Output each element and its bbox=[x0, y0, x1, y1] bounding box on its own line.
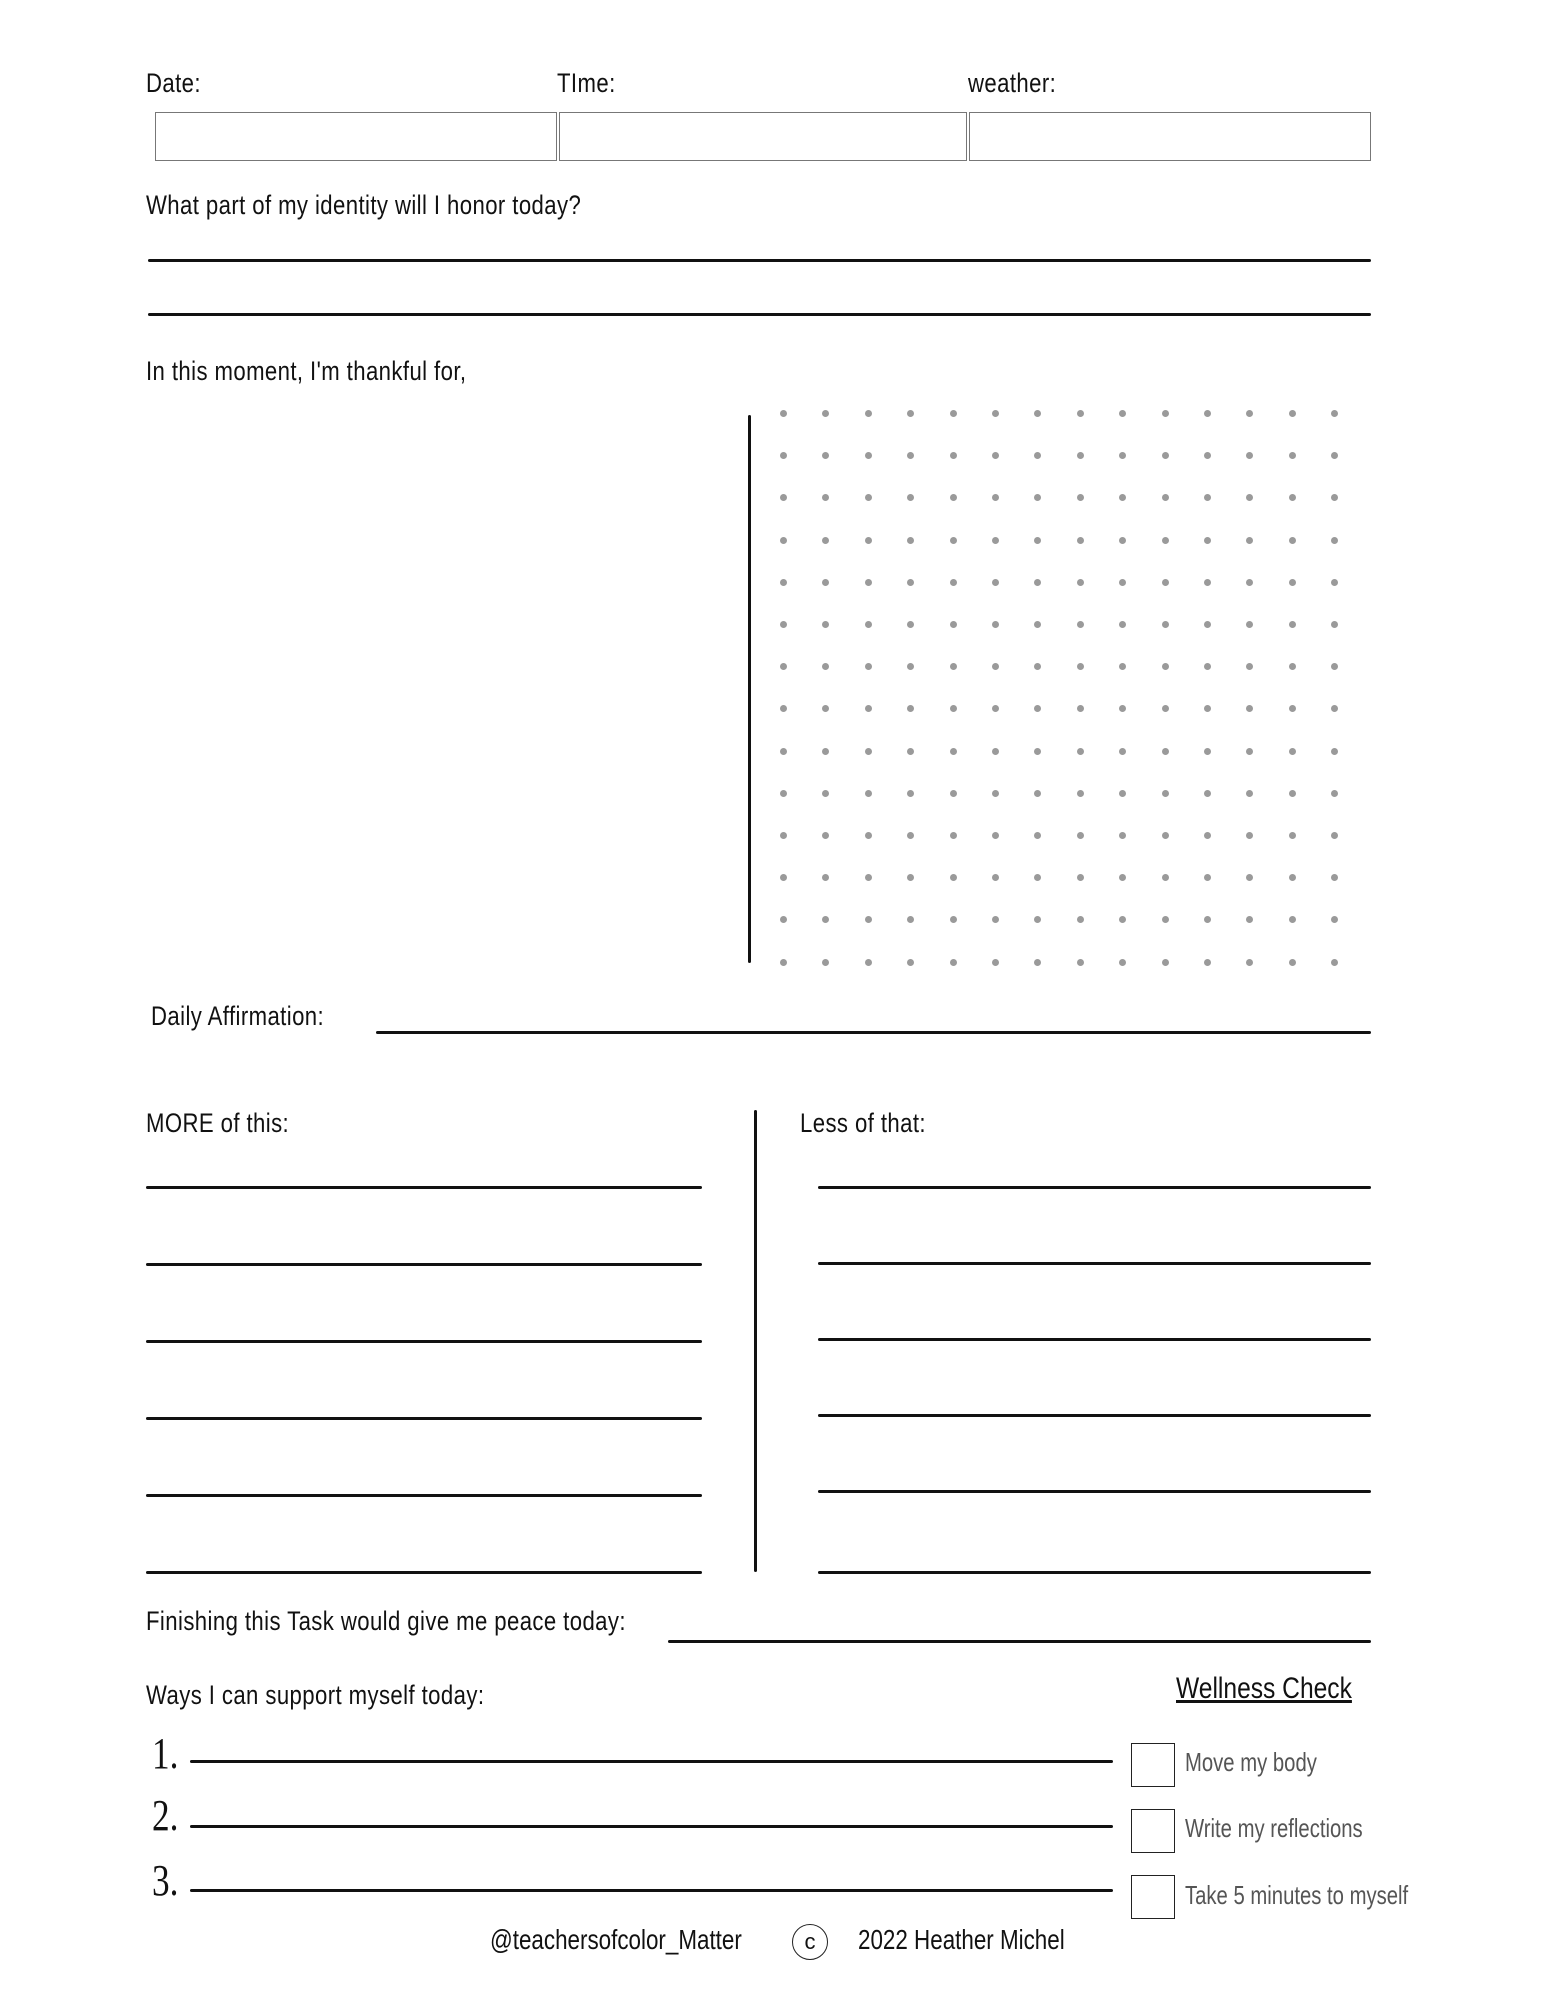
grid-dot bbox=[1289, 410, 1296, 417]
grid-dot bbox=[950, 832, 957, 839]
grid-dot bbox=[1331, 663, 1338, 670]
grid-dot bbox=[1246, 579, 1253, 586]
grid-dot bbox=[1289, 579, 1296, 586]
weather-field[interactable] bbox=[969, 112, 1371, 161]
grid-dot bbox=[907, 537, 914, 544]
grid-dot bbox=[780, 621, 787, 628]
grid-dot bbox=[907, 959, 914, 966]
grid-dot bbox=[1331, 410, 1338, 417]
affirmation-label: Daily Affirmation: bbox=[151, 1001, 325, 1031]
grid-dot bbox=[1119, 790, 1126, 797]
grid-dot bbox=[1331, 916, 1338, 923]
grid-dot bbox=[1289, 705, 1296, 712]
less-line[interactable] bbox=[818, 1262, 1371, 1265]
grid-dot bbox=[865, 621, 872, 628]
grid-dot bbox=[1077, 663, 1084, 670]
grid-dot bbox=[780, 959, 787, 966]
grid-dot bbox=[992, 705, 999, 712]
grid-dot bbox=[1162, 537, 1169, 544]
grid-dot bbox=[822, 621, 829, 628]
grid-dot bbox=[950, 874, 957, 881]
grid-dot bbox=[1162, 452, 1169, 459]
footer-credit: 2022 Heather Michel bbox=[858, 1924, 1065, 1955]
grid-dot bbox=[1034, 916, 1041, 923]
grid-dot bbox=[907, 874, 914, 881]
grid-dot bbox=[1119, 874, 1126, 881]
grid-dot bbox=[1289, 916, 1296, 923]
grid-dot bbox=[1331, 790, 1338, 797]
grid-dot bbox=[865, 452, 872, 459]
grid-dot bbox=[1077, 748, 1084, 755]
grid-dot bbox=[780, 494, 787, 501]
identity-line-2[interactable] bbox=[148, 313, 1371, 316]
grid-dot bbox=[865, 537, 872, 544]
grid-dot bbox=[822, 537, 829, 544]
grid-dot bbox=[1119, 916, 1126, 923]
grid-dot bbox=[992, 959, 999, 966]
grid-dot bbox=[1119, 748, 1126, 755]
grid-dot bbox=[992, 579, 999, 586]
grid-dot bbox=[1204, 705, 1211, 712]
grid-dot bbox=[1034, 494, 1041, 501]
support-number-3: 3. bbox=[152, 1856, 179, 1905]
grid-dot bbox=[822, 579, 829, 586]
grid-dot bbox=[1119, 494, 1126, 501]
grid-dot bbox=[1119, 959, 1126, 966]
grid-dot bbox=[950, 537, 957, 544]
grid-dot bbox=[1077, 452, 1084, 459]
less-label: Less of that: bbox=[800, 1108, 926, 1138]
grid-dot bbox=[1034, 537, 1041, 544]
support-number-2: 2. bbox=[152, 1791, 179, 1840]
grid-dot bbox=[780, 452, 787, 459]
more-line[interactable] bbox=[146, 1340, 702, 1343]
support-line-1[interactable] bbox=[190, 1760, 1113, 1763]
copyright-icon: c bbox=[792, 1924, 828, 1960]
grid-dot bbox=[1331, 494, 1338, 501]
grid-dot bbox=[950, 748, 957, 755]
grid-dot bbox=[1204, 663, 1211, 670]
grid-dot bbox=[1331, 874, 1338, 881]
identity-prompt: What part of my identity will I honor today? bbox=[146, 190, 582, 220]
support-line-3[interactable] bbox=[190, 1889, 1113, 1892]
grid-dot bbox=[1289, 537, 1296, 544]
grid-dot bbox=[1077, 874, 1084, 881]
grid-dot bbox=[1246, 537, 1253, 544]
grid-dot bbox=[1331, 537, 1338, 544]
grid-dot bbox=[1119, 705, 1126, 712]
grid-dot bbox=[1289, 959, 1296, 966]
grid-dot bbox=[1034, 621, 1041, 628]
grid-dot bbox=[1162, 790, 1169, 797]
grid-dot bbox=[1162, 874, 1169, 881]
wellness-title: Wellness Check bbox=[1176, 1672, 1352, 1705]
grid-dot bbox=[1077, 537, 1084, 544]
grid-dot bbox=[1162, 916, 1169, 923]
grid-dot bbox=[1077, 410, 1084, 417]
grid-dot bbox=[822, 452, 829, 459]
grid-dot bbox=[1077, 705, 1084, 712]
grid-dot bbox=[1162, 410, 1169, 417]
grid-dot bbox=[992, 748, 999, 755]
grid-dot bbox=[1162, 959, 1169, 966]
grid-dot bbox=[1246, 959, 1253, 966]
grid-dot bbox=[1246, 663, 1253, 670]
peace-label: Finishing this Task would give me peace today: bbox=[146, 1606, 626, 1636]
grid-dot bbox=[1331, 621, 1338, 628]
grid-dot bbox=[780, 537, 787, 544]
grid-dot bbox=[1331, 579, 1338, 586]
support-label: Ways I can support myself today: bbox=[146, 1680, 485, 1710]
grid-dot bbox=[1162, 832, 1169, 839]
grid-dot bbox=[1034, 579, 1041, 586]
grid-dot bbox=[1119, 663, 1126, 670]
grid-dot bbox=[1246, 705, 1253, 712]
grid-dot bbox=[992, 832, 999, 839]
grid-dot bbox=[1204, 494, 1211, 501]
grid-dot bbox=[907, 705, 914, 712]
grid-dot bbox=[822, 832, 829, 839]
grid-dot bbox=[992, 663, 999, 670]
grid-dot bbox=[865, 705, 872, 712]
footer-handle: @teachersofcolor_Matter bbox=[490, 1924, 742, 1955]
less-line[interactable] bbox=[818, 1186, 1371, 1189]
grid-dot bbox=[1246, 748, 1253, 755]
grid-dot bbox=[1204, 537, 1211, 544]
grid-dot bbox=[1204, 579, 1211, 586]
grid-dot bbox=[950, 410, 957, 417]
grid-dot bbox=[865, 410, 872, 417]
thankful-writing-area[interactable] bbox=[148, 410, 738, 960]
grid-dot bbox=[992, 621, 999, 628]
grid-dot bbox=[1077, 621, 1084, 628]
grid-dot bbox=[1246, 410, 1253, 417]
grid-dot bbox=[950, 916, 957, 923]
grid-dot bbox=[907, 790, 914, 797]
grid-dot bbox=[907, 916, 914, 923]
grid-dot bbox=[1331, 452, 1338, 459]
grid-dot bbox=[1034, 410, 1041, 417]
grid-dot bbox=[950, 790, 957, 797]
grid-dot bbox=[1034, 832, 1041, 839]
grid-dot bbox=[1077, 959, 1084, 966]
grid-dot bbox=[992, 916, 999, 923]
peace-line[interactable] bbox=[668, 1640, 1371, 1643]
grid-dot bbox=[822, 959, 829, 966]
grid-dot bbox=[992, 537, 999, 544]
grid-dot bbox=[1289, 874, 1296, 881]
grid-dot bbox=[1246, 832, 1253, 839]
grid-dot bbox=[1246, 452, 1253, 459]
support-line-2[interactable] bbox=[190, 1825, 1113, 1828]
thankful-prompt: In this moment, I'm thankful for, bbox=[146, 356, 467, 386]
less-line[interactable] bbox=[818, 1338, 1371, 1341]
grid-dot bbox=[1119, 621, 1126, 628]
grid-dot bbox=[780, 705, 787, 712]
grid-dot bbox=[1246, 494, 1253, 501]
grid-dot bbox=[1246, 621, 1253, 628]
more-less-divider bbox=[754, 1110, 757, 1572]
grid-dot bbox=[865, 832, 872, 839]
grid-dot bbox=[950, 705, 957, 712]
grid-dot bbox=[907, 663, 914, 670]
grid-dot bbox=[1162, 621, 1169, 628]
grid-dot bbox=[780, 663, 787, 670]
more-line[interactable] bbox=[146, 1186, 702, 1189]
write-reflections-label: Write my reflections bbox=[1185, 1813, 1363, 1843]
grid-dot bbox=[907, 832, 914, 839]
grid-dot bbox=[1119, 832, 1126, 839]
grid-dot bbox=[822, 410, 829, 417]
grid-dot bbox=[1204, 832, 1211, 839]
grid-dot bbox=[907, 410, 914, 417]
grid-dot bbox=[950, 452, 957, 459]
grid-dot bbox=[1204, 452, 1211, 459]
grid-dot bbox=[992, 410, 999, 417]
grid-dot bbox=[780, 579, 787, 586]
grid-dot bbox=[1119, 537, 1126, 544]
grid-dot bbox=[950, 579, 957, 586]
grid-dot bbox=[907, 748, 914, 755]
grid-dot bbox=[822, 790, 829, 797]
grid-dot bbox=[1289, 748, 1296, 755]
grid-dot bbox=[1289, 832, 1296, 839]
grid-dot bbox=[1204, 748, 1211, 755]
grid-dot bbox=[1289, 494, 1296, 501]
more-label: MORE of this: bbox=[146, 1108, 290, 1138]
identity-line-1[interactable] bbox=[148, 259, 1371, 262]
grid-dot bbox=[780, 410, 787, 417]
grid-dot bbox=[780, 874, 787, 881]
grid-dot bbox=[1119, 579, 1126, 586]
grid-dot bbox=[907, 579, 914, 586]
grid-dot bbox=[1162, 494, 1169, 501]
grid-dot bbox=[1077, 579, 1084, 586]
grid-dot bbox=[780, 748, 787, 755]
grid-dot bbox=[1204, 790, 1211, 797]
grid-dot bbox=[1289, 663, 1296, 670]
time-field[interactable] bbox=[559, 112, 967, 161]
grid-dot bbox=[1162, 663, 1169, 670]
take-time-checkbox[interactable] bbox=[1131, 1875, 1175, 1919]
less-line[interactable] bbox=[818, 1490, 1371, 1493]
grid-dot bbox=[1331, 705, 1338, 712]
grid-dot bbox=[780, 916, 787, 923]
grid-dot bbox=[992, 452, 999, 459]
grid-dot bbox=[1204, 621, 1211, 628]
grid-dot bbox=[950, 621, 957, 628]
date-field[interactable] bbox=[155, 112, 557, 161]
grid-dot bbox=[822, 916, 829, 923]
grid-dot bbox=[1204, 874, 1211, 881]
time-label: TIme: bbox=[557, 68, 616, 98]
grid-dot bbox=[1246, 790, 1253, 797]
grid-dot bbox=[865, 663, 872, 670]
grid-dot bbox=[822, 663, 829, 670]
grid-dot bbox=[992, 874, 999, 881]
grid-dot bbox=[1289, 621, 1296, 628]
grid-dot bbox=[1034, 748, 1041, 755]
grid-dot bbox=[950, 663, 957, 670]
grid-dot bbox=[907, 494, 914, 501]
grid-dot bbox=[1246, 916, 1253, 923]
grid-dot bbox=[992, 494, 999, 501]
more-line[interactable] bbox=[146, 1417, 702, 1420]
grid-dot bbox=[950, 494, 957, 501]
grid-dot bbox=[822, 494, 829, 501]
grid-dot bbox=[1034, 874, 1041, 881]
thankful-divider bbox=[748, 415, 751, 963]
grid-dot bbox=[992, 790, 999, 797]
grid-dot bbox=[1204, 959, 1211, 966]
grid-dot bbox=[1034, 705, 1041, 712]
less-line[interactable] bbox=[818, 1571, 1371, 1574]
more-line[interactable] bbox=[146, 1571, 702, 1574]
grid-dot bbox=[1331, 832, 1338, 839]
move-body-checkbox[interactable] bbox=[1131, 1743, 1175, 1787]
grid-dot bbox=[907, 621, 914, 628]
affirmation-line[interactable] bbox=[376, 1031, 1371, 1034]
grid-dot bbox=[950, 959, 957, 966]
grid-dot bbox=[1077, 832, 1084, 839]
grid-dot bbox=[1246, 874, 1253, 881]
dot-grid[interactable] bbox=[780, 410, 1350, 980]
grid-dot bbox=[780, 790, 787, 797]
write-reflections-checkbox[interactable] bbox=[1131, 1809, 1175, 1853]
grid-dot bbox=[1162, 705, 1169, 712]
grid-dot bbox=[1289, 452, 1296, 459]
grid-dot bbox=[822, 705, 829, 712]
date-label: Date: bbox=[146, 68, 201, 98]
take-time-label: Take 5 minutes to myself bbox=[1185, 1880, 1409, 1910]
grid-dot bbox=[865, 748, 872, 755]
grid-dot bbox=[1162, 579, 1169, 586]
grid-dot bbox=[1119, 452, 1126, 459]
grid-dot bbox=[1204, 410, 1211, 417]
more-line[interactable] bbox=[146, 1494, 702, 1497]
grid-dot bbox=[1331, 959, 1338, 966]
more-line[interactable] bbox=[146, 1263, 702, 1266]
grid-dot bbox=[1034, 790, 1041, 797]
grid-dot bbox=[865, 579, 872, 586]
weather-label: weather: bbox=[968, 68, 1057, 98]
grid-dot bbox=[865, 916, 872, 923]
grid-dot bbox=[865, 790, 872, 797]
grid-dot bbox=[1077, 790, 1084, 797]
grid-dot bbox=[865, 494, 872, 501]
grid-dot bbox=[1204, 916, 1211, 923]
grid-dot bbox=[865, 959, 872, 966]
grid-dot bbox=[1077, 494, 1084, 501]
grid-dot bbox=[907, 452, 914, 459]
grid-dot bbox=[1034, 452, 1041, 459]
grid-dot bbox=[1331, 748, 1338, 755]
grid-dot bbox=[865, 874, 872, 881]
grid-dot bbox=[822, 874, 829, 881]
support-number-1: 1. bbox=[152, 1729, 179, 1778]
grid-dot bbox=[780, 832, 787, 839]
move-body-label: Move my body bbox=[1185, 1747, 1317, 1777]
grid-dot bbox=[1162, 748, 1169, 755]
grid-dot bbox=[1034, 663, 1041, 670]
grid-dot bbox=[1077, 916, 1084, 923]
less-line[interactable] bbox=[818, 1414, 1371, 1417]
grid-dot bbox=[822, 748, 829, 755]
grid-dot bbox=[1289, 790, 1296, 797]
grid-dot bbox=[1034, 959, 1041, 966]
grid-dot bbox=[1119, 410, 1126, 417]
